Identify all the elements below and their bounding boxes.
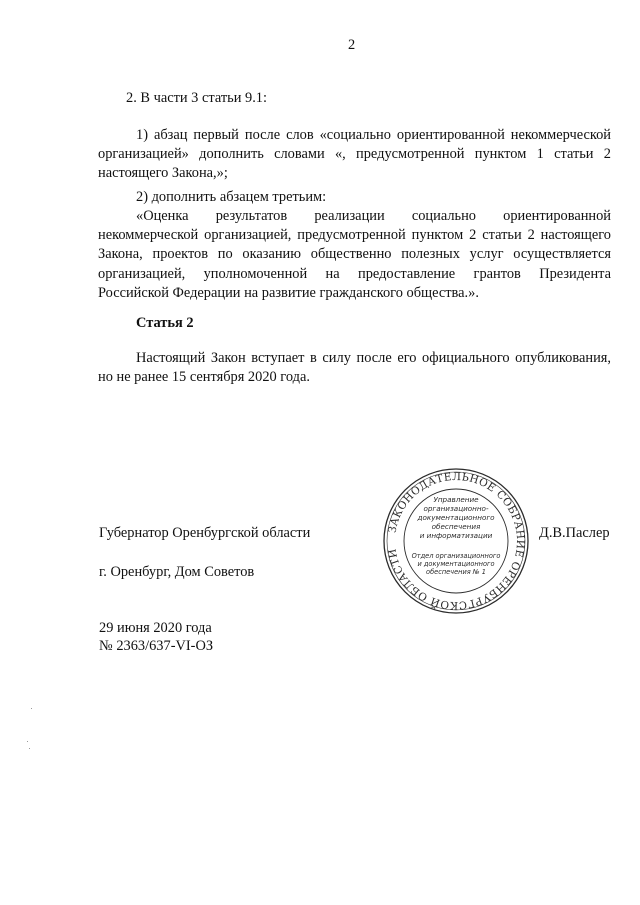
item-heading: 2. В части 3 статьи 9.1: [126,90,267,106]
seal-bottom-line: Отдел организационного [411,552,501,560]
seal-outer-text: ЗАКОНОДАТЕЛЬНОЕ СОБРАНИЕ ОРЕНБУРГСКОЙ ОБЛАСТИ [386,470,527,612]
article-title: Статья 2 [136,315,194,331]
seal-bottom-line: обеспечения № 1 [426,568,486,576]
official-seal-icon [381,466,531,616]
seal-inner-line: и информатизации [419,531,493,540]
seal-inner-line: Управление [433,495,479,504]
signatory-name: Д.В.Паслер [539,525,610,541]
seal-inner-line: организационно- [423,504,489,513]
paragraph-amendment-1: 1) абзац первый после слов «социально ориентированной некоммерческой организацией» дополнить словами «, предусмотренной пунктом 1 статьи 2 настоящего Закона,»; [98,127,611,182]
paragraph-quoted-text: «Оценка результатов реализации социально ориентированной некоммерческой организацией, предусмотренной пунктом 2 статьи 2 настоящего Закона, проектов по оказанию общественно полезных услуг осуществляется организацией, уполномоченной на предоставление грантов Президента Российской Федерации на развитие гражданского общества.». [98,208,611,301]
scan-speck [31,708,32,709]
seal-bottom-line: и документационного [417,560,495,568]
signing-date: 29 июня 2020 года [99,620,212,636]
signing-place: г. Оренбург, Дом Советов [99,564,255,580]
page-number: 2 [348,37,356,53]
law-number: № 2363/637-VI-ОЗ [99,638,214,654]
seal-inner-line: обеспечения [431,522,481,531]
scan-speck [29,748,30,749]
scan-speck [27,741,28,742]
seal-inner-line: документационного [417,513,495,522]
paragraph-amendment-2: 2) дополнить абзацем третьим: [136,189,327,205]
signatory-position: Губернатор Оренбургской области [99,525,311,541]
article-text: Настоящий Закон вступает в силу после его официального опубликования, но не ранее 15 сентября 2020 года. [98,350,611,386]
